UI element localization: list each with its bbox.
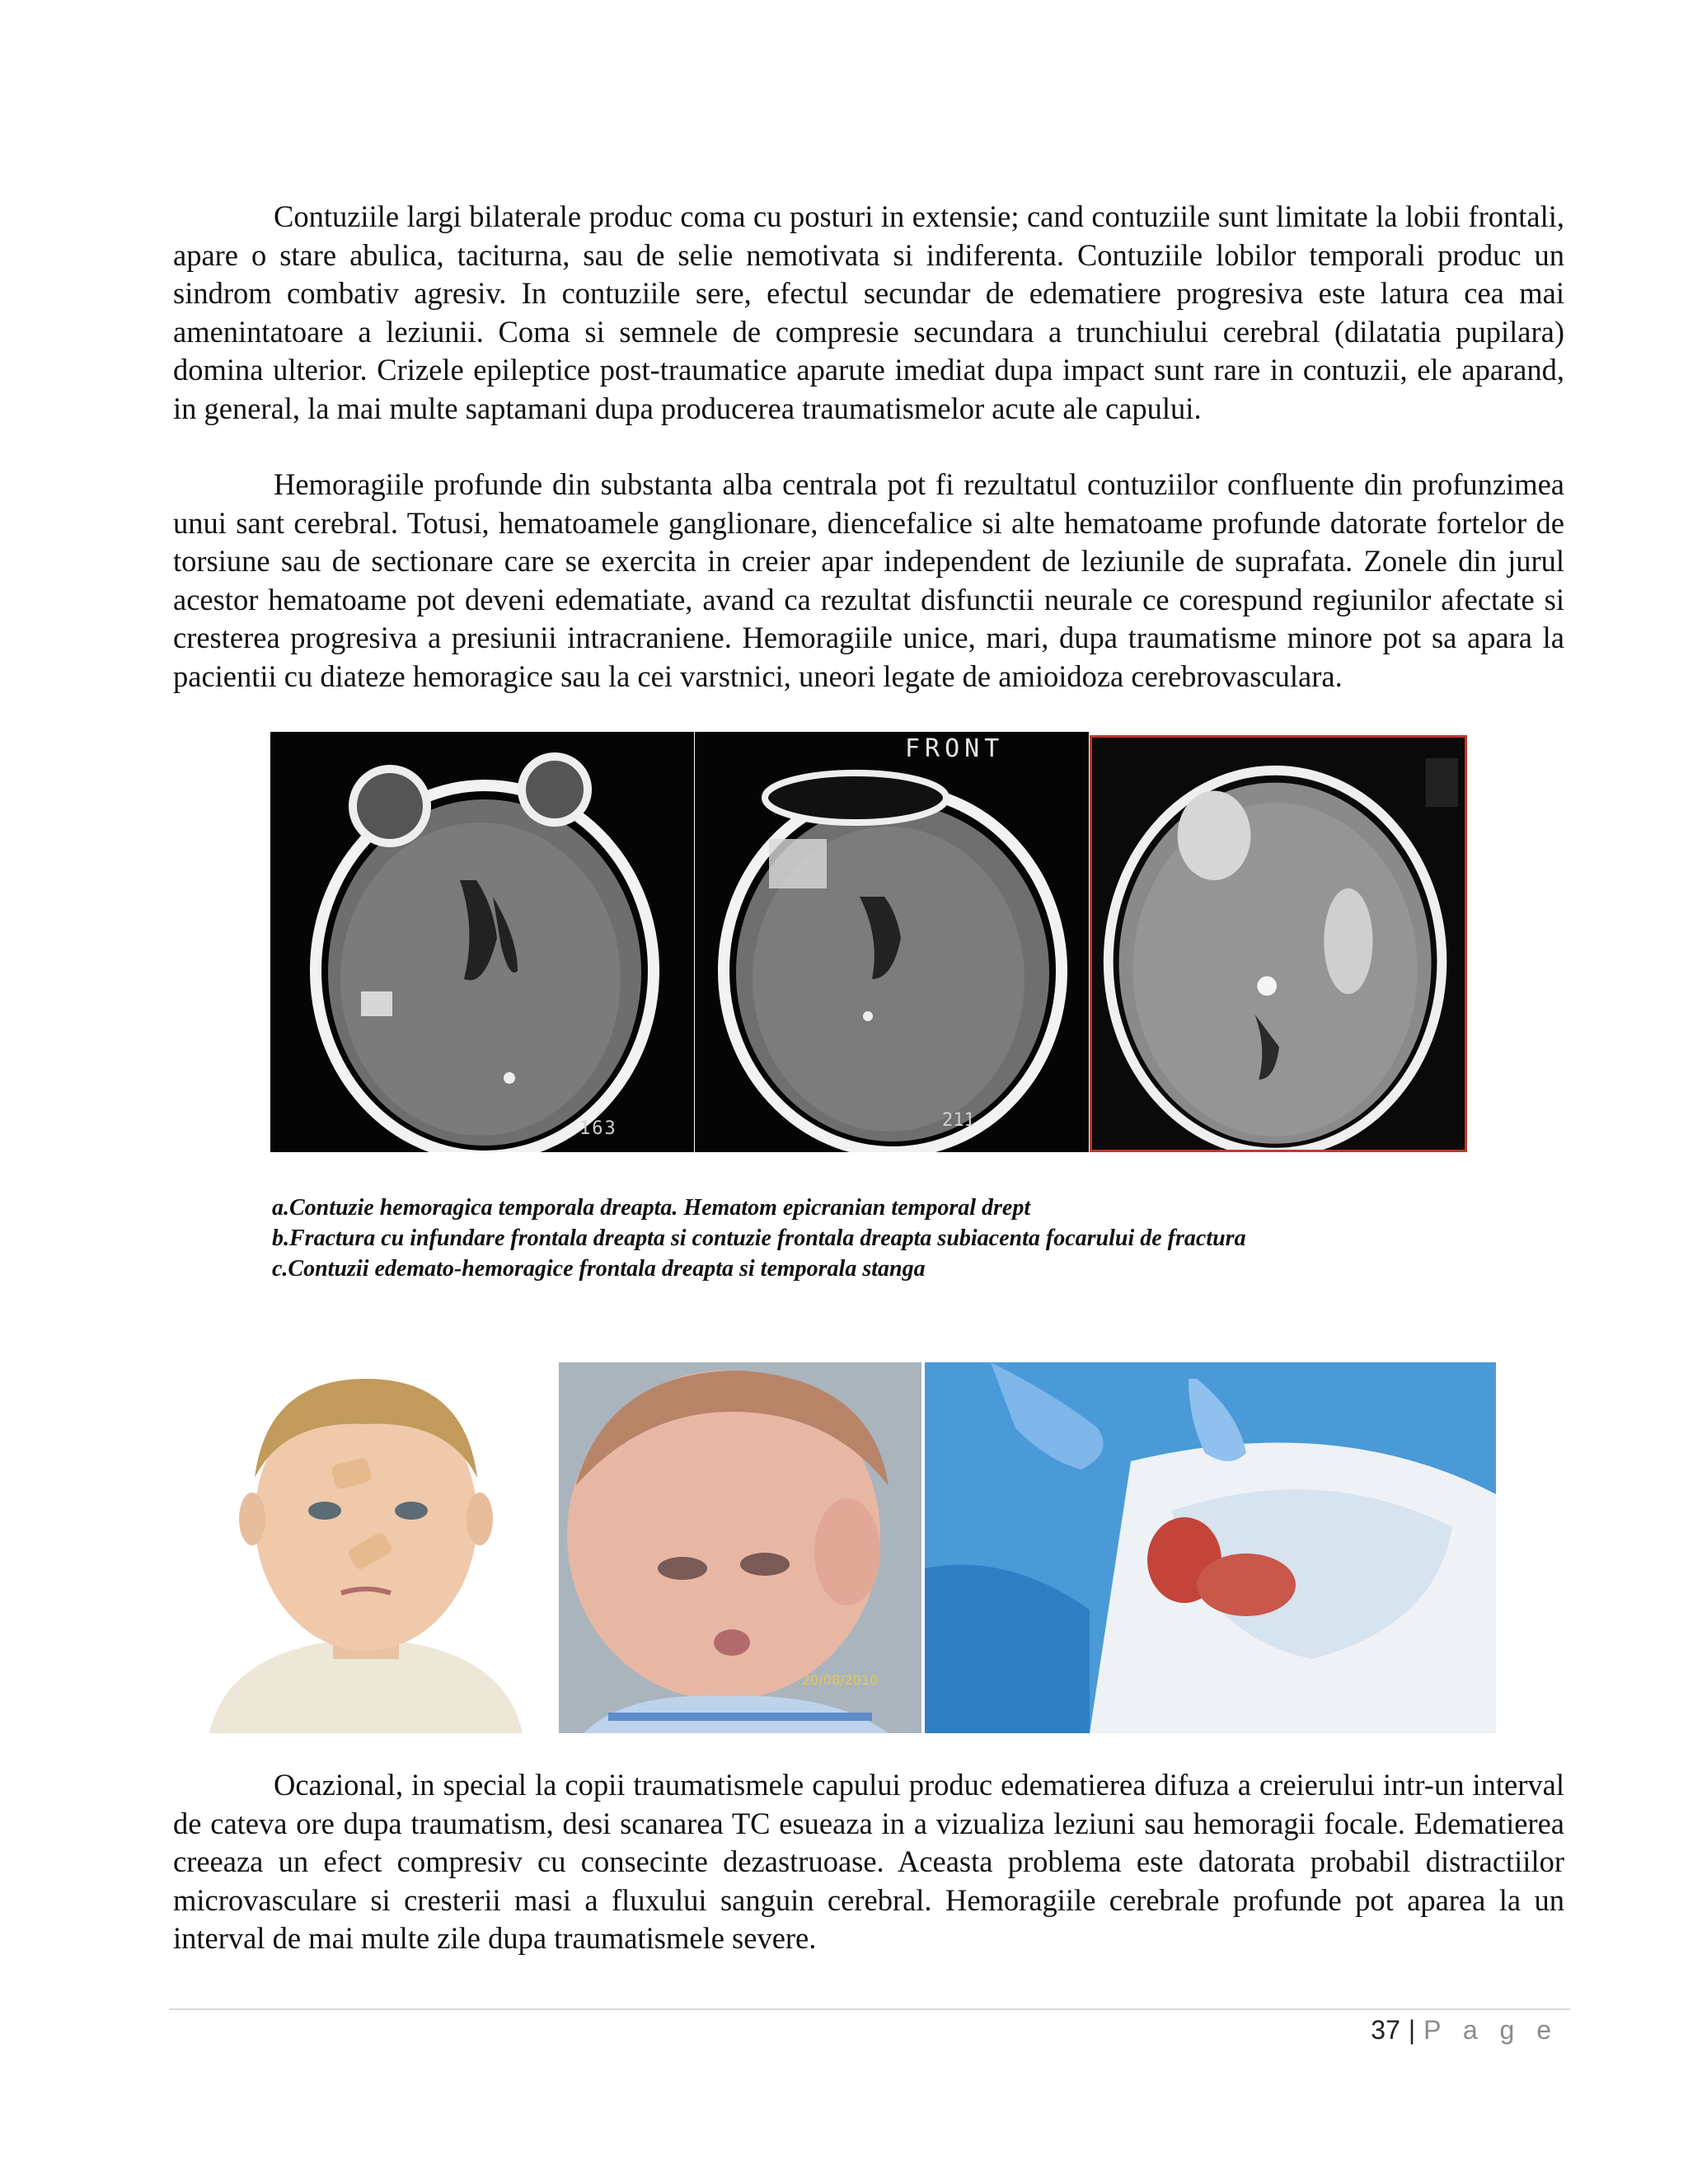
photo-toddler-head-injury [559, 1362, 921, 1733]
caption-b: b.Fractura cu infundare frontala dreapta si contuzie frontala dreapta subiacenta focarului de fractura [272, 1226, 1246, 1251]
ct-scan-a [270, 732, 694, 1152]
page-number: 37 [1371, 2015, 1400, 2045]
page-label: P a g e [1423, 2015, 1559, 2045]
paragraph-contusions [173, 198, 1564, 428]
page-footer [1371, 2015, 1559, 2046]
photo-date-stamp: 20/08/2010 [802, 1672, 879, 1688]
scan-b-stamp: 211 [942, 1110, 975, 1131]
scan-a-stamp: 163 [579, 1118, 617, 1139]
paragraph-text: Contuziile largi bilaterale produc coma cu posturi in extensie; cand contuziile sunt limitate la lobii frontali, apare o stare abulica, taciturna, sau de selie nemotivata si indiferenta. Contuziile lobilor temporali produc un sindrom combativ agresiv. In contuziile sere, efectul secundar de edematiere progresiva este latura cea mai amenintatoare a leziunii. Coma si semnele de compresie secundara a trunchiului cerebral (dilatatia pupilara) domina ulterior. Crizele epileptice post-traumatice aparute imediat dupa impact sunt rare in contuzii, ele aparand, in general, la mai multe saptamani dupa producerea traumatismelor acute ale capului. [173, 199, 1564, 425]
caption-c: c.Contuzii edemato-hemoragice frontala dreapta si temporala stanga [272, 1256, 926, 1282]
boy-photo-image [176, 1362, 556, 1733]
scan-b-front-label: FRONT [905, 734, 1005, 763]
photo-newborn-examination [925, 1362, 1496, 1733]
ct-scan-c [1090, 735, 1467, 1152]
paragraph-children-edema [173, 1766, 1564, 1958]
paragraph-text: Ocazional, in special la copii traumatismele capului produc edematierea difuza a creierului intr-un interval de cateva ore dupa traumatism, desi scanarea TC esueaza in a vizualiza leziuni sau hemoragii focale. Edematierea creeaza un efect compresiv cu consecinte dezastruoase. Aceasta problema este datorata probabil distractiilor microvasculare si cresterii masi a fluxului sanguin cerebral. Hemoragiile cerebrale profunde pot aparea la un interval de mai multe zile dupa traumatismele severe. [173, 1768, 1564, 1955]
ct-scan-a-image [270, 732, 694, 1152]
paragraph-deep-hemorrhage [173, 466, 1564, 696]
footer-separator: | [1408, 2015, 1416, 2045]
ct-scan-c-image [1092, 738, 1465, 1150]
figure-captions [272, 1193, 1525, 1284]
paragraph-text: Hemoragiile profunde din substanta alba centrala pot fi rezultatul contuziilor confluente din profunzimea unui sant cerebral. Totusi, hematoamele ganglionare, diencefalice si alte hematoame profunde datorate fortelor de torsiune sau de sectionare care se exercita in creier apar independent de leziunile de suprafata. Zonele din jurul acestor hematoame pot deveni edematiate, avand ca rezultat disfunctii neurale ce corespund regiunilor afectate si cresterea progresiva a presiunii intracraniene. Hemoragiile unice, mari, dupa traumatisme minore pot sa apara la pacientii cu diateze hemoragice sau la cei varstnici, uneori legate de amioidoza cerebrovasculara. [173, 467, 1564, 693]
caption-a: a.Contuzie hemoragica temporala dreapta. Hematom epicranian temporal drept [272, 1195, 1031, 1221]
ct-scan-b [695, 732, 1089, 1152]
ct-scan-b-image [695, 732, 1089, 1152]
footer-divider [169, 2008, 1570, 2010]
newborn-photo-image [925, 1362, 1496, 1733]
photo-boy-bandaged [176, 1362, 556, 1733]
